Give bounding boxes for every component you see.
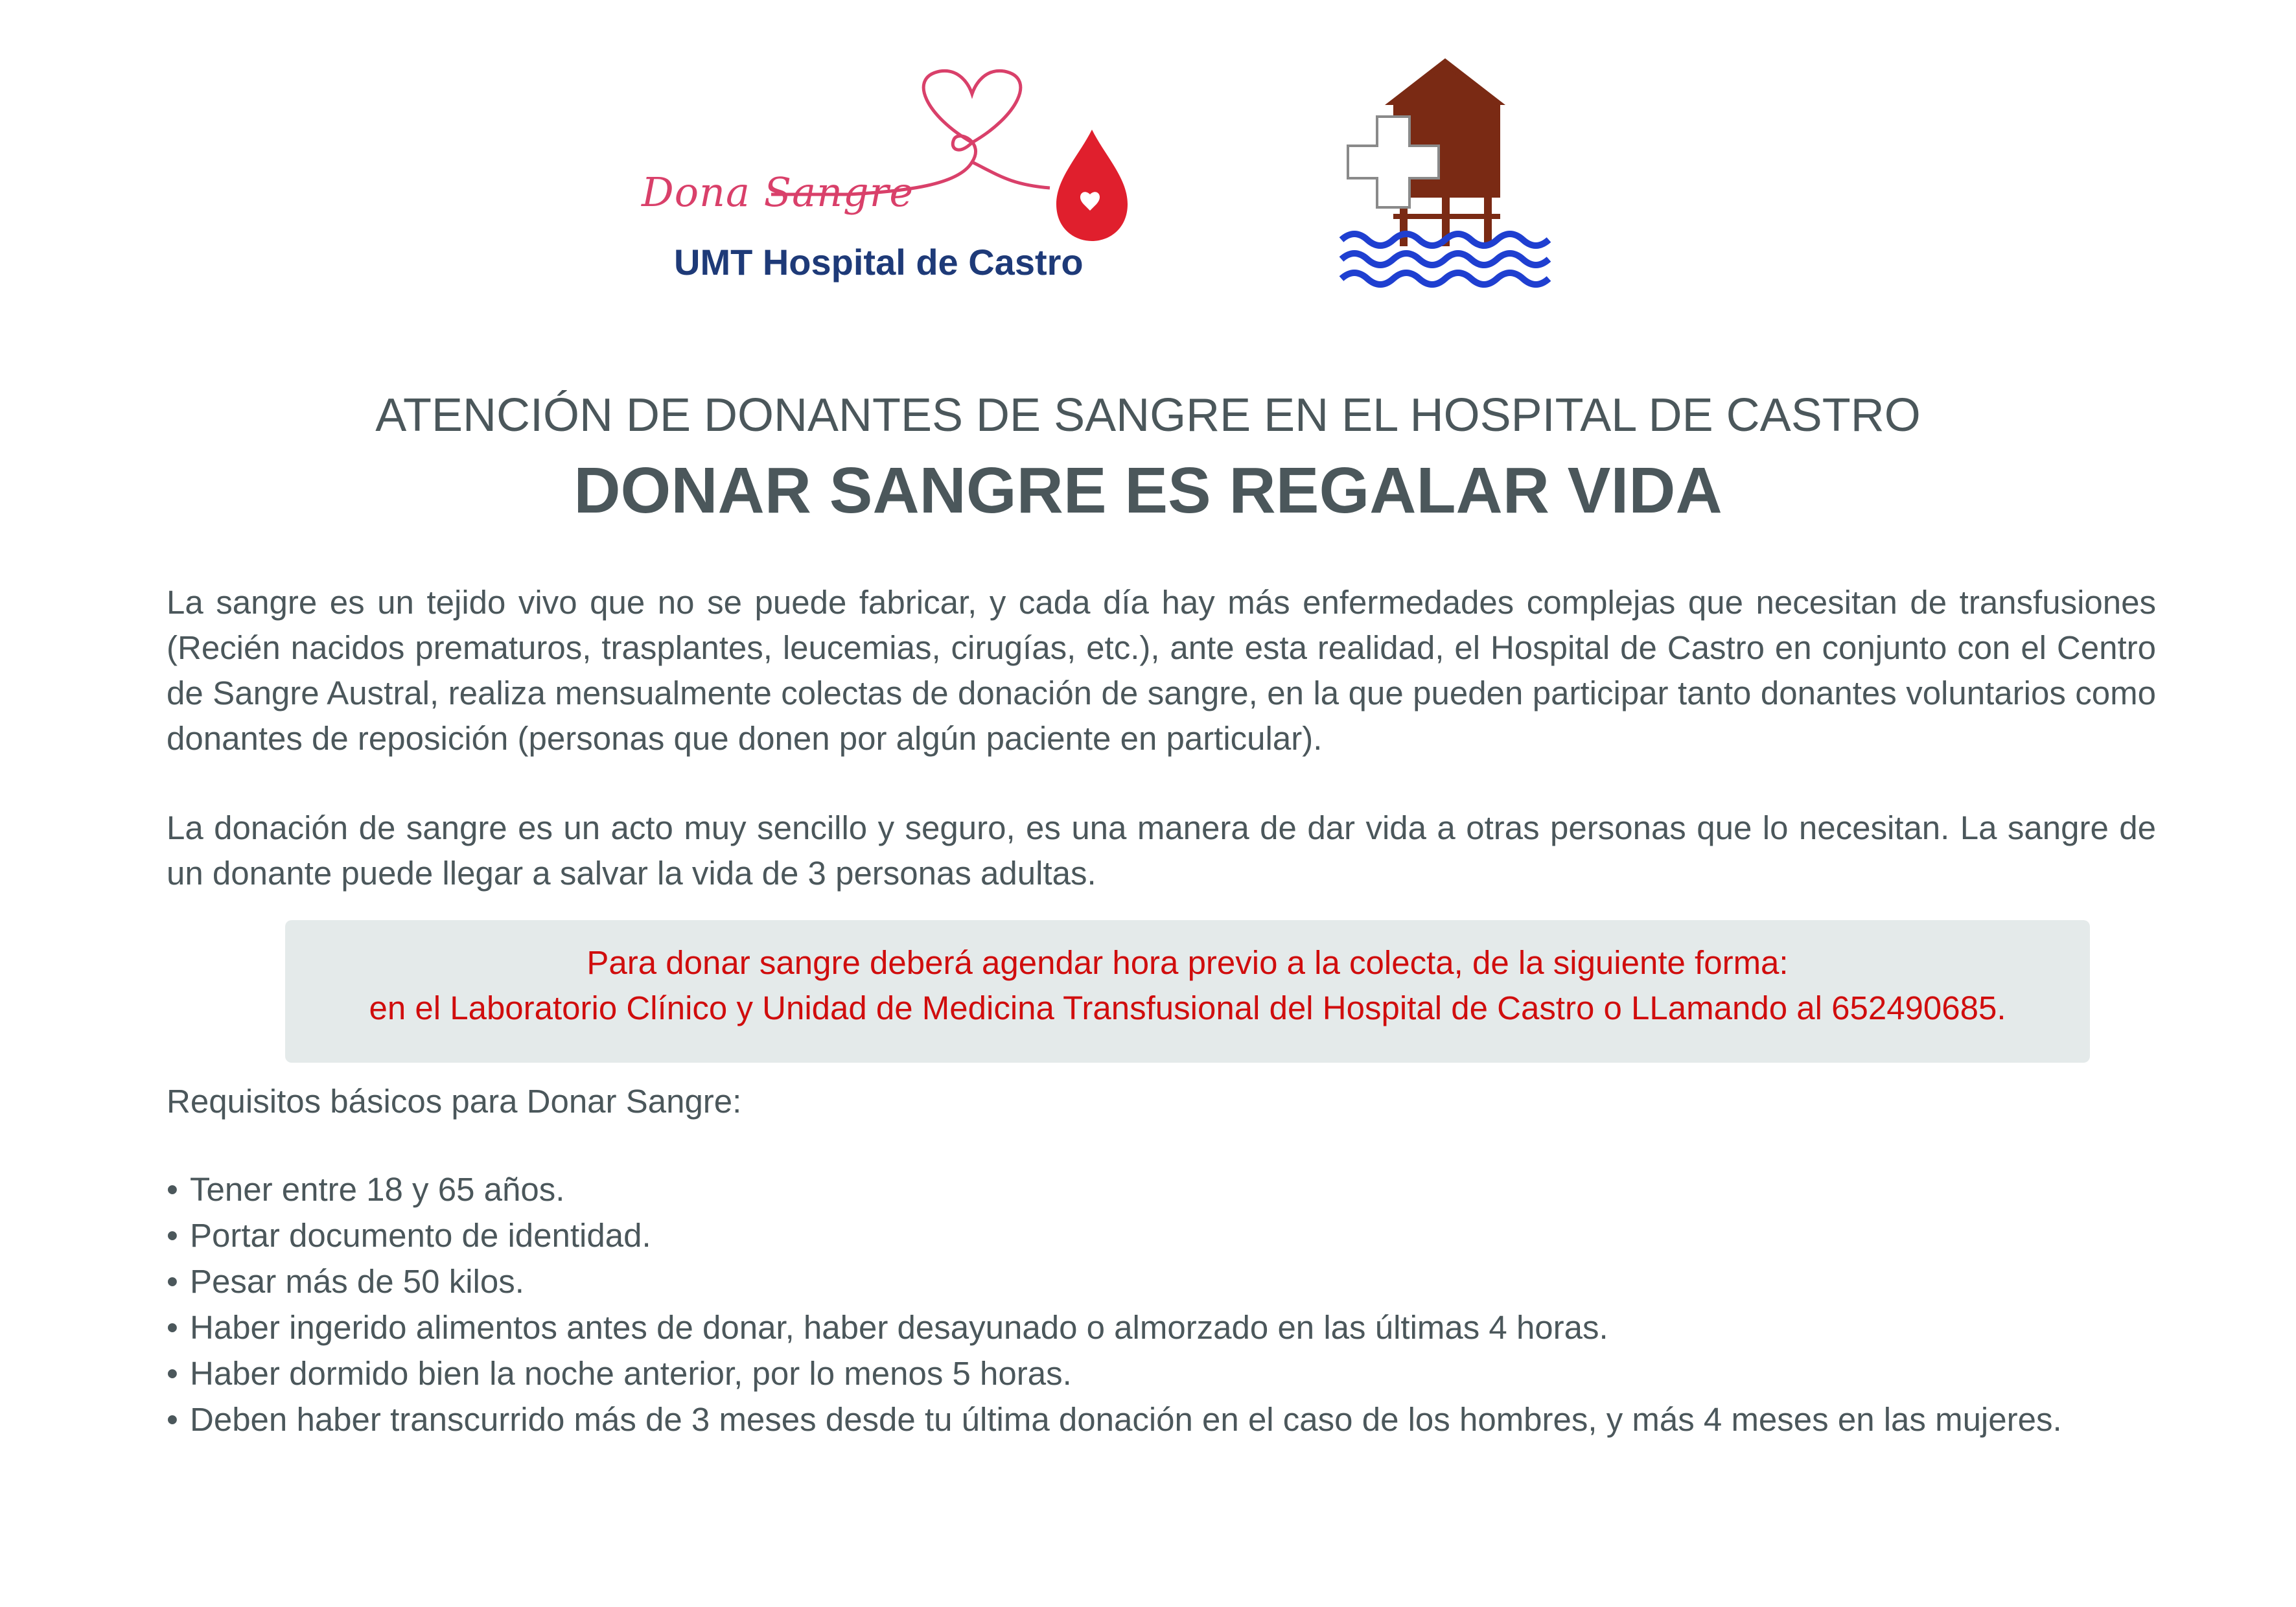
appointment-notice — [285, 920, 2090, 1063]
list-item: • Portar documento de identidad. — [167, 1212, 2062, 1258]
page-title: DONAR SANGRE ES REGALAR VIDA — [574, 454, 1722, 527]
bullet-icon: • — [167, 1309, 178, 1346]
bullet-icon: • — [167, 1263, 178, 1300]
page-subtitle: ATENCIÓN DE DONANTES DE SANGRE EN EL HOSPITAL DE CASTRO — [375, 389, 1921, 441]
intro-paragraph: La sangre es un tejido vivo que no se puede fabricar, y cada día hay más enfermedades complejas que necesitan de transfusiones (Recién nacidos prematuros, trasplantes, leucemias, cirugías, etc.), ante esta realidad, el Hospital de Castro en conjunto con el Centro de Sangre Austral, realiza mensualmente colectas de donación de sangre, en la que pueden participar tanto donantes voluntarios como donantes de reposición (personas que donen por algún paciente en particular). — [167, 584, 2156, 757]
bullet-icon: • — [167, 1401, 178, 1438]
notice-line-2: en el Laboratorio Clínico y Unidad de Medicina Transfusional del Hospital de Castro o LLamando al 652490685. — [369, 989, 2006, 1026]
donation-paragraph: La donación de sangre es un acto muy sencillo y seguro, es una manera de dar vida a otras personas que lo necesitan. La sangre de un donante puede llegar a salvar la vida de 3 personas adultas. — [167, 809, 2156, 892]
wave-3 — [1341, 273, 1549, 284]
list-item: • Deben haber transcurrido más de 3 meses desde tu última donación en el caso de los hombres, y más 4 meses en las mujeres. — [167, 1396, 2062, 1442]
requirements-title: Requisitos básicos para Donar Sangre: — [167, 1083, 742, 1120]
bullet-icon: • — [167, 1355, 178, 1392]
list-item: • Haber dormido bien la noche anterior, por lo menos 5 horas. — [167, 1350, 2062, 1396]
bullet-icon: • — [167, 1217, 178, 1254]
heart-trail-right — [972, 162, 1050, 188]
list-item: • Haber ingerido alimentos antes de donar, haber desayunado o almorzado en las últimas 4 horas. — [167, 1304, 2062, 1350]
stilt-house-icon — [1332, 58, 1552, 292]
wave-2 — [1341, 253, 1549, 265]
requirements-list — [167, 1166, 2062, 1442]
hospital-name: UMT Hospital de Castro — [674, 242, 1084, 283]
dona-sangre-script: Dona Sangre — [642, 168, 914, 216]
dona-sangre-logo — [622, 58, 1154, 292]
stilt-right — [1484, 198, 1492, 246]
hospital-castro-logo — [1332, 58, 1552, 295]
wave-1 — [1341, 234, 1549, 246]
bullet-icon: • — [167, 1171, 178, 1208]
list-item: • Pesar más de 50 kilos. — [167, 1258, 2062, 1304]
heart-outline — [923, 71, 1021, 143]
notice-line-1: Para donar sangre deberá agendar hora previo a la colecta, de la siguiente forma: — [586, 944, 1789, 981]
blood-drop — [1056, 130, 1128, 241]
list-item: • Tener entre 18 y 65 años. — [167, 1166, 2062, 1212]
